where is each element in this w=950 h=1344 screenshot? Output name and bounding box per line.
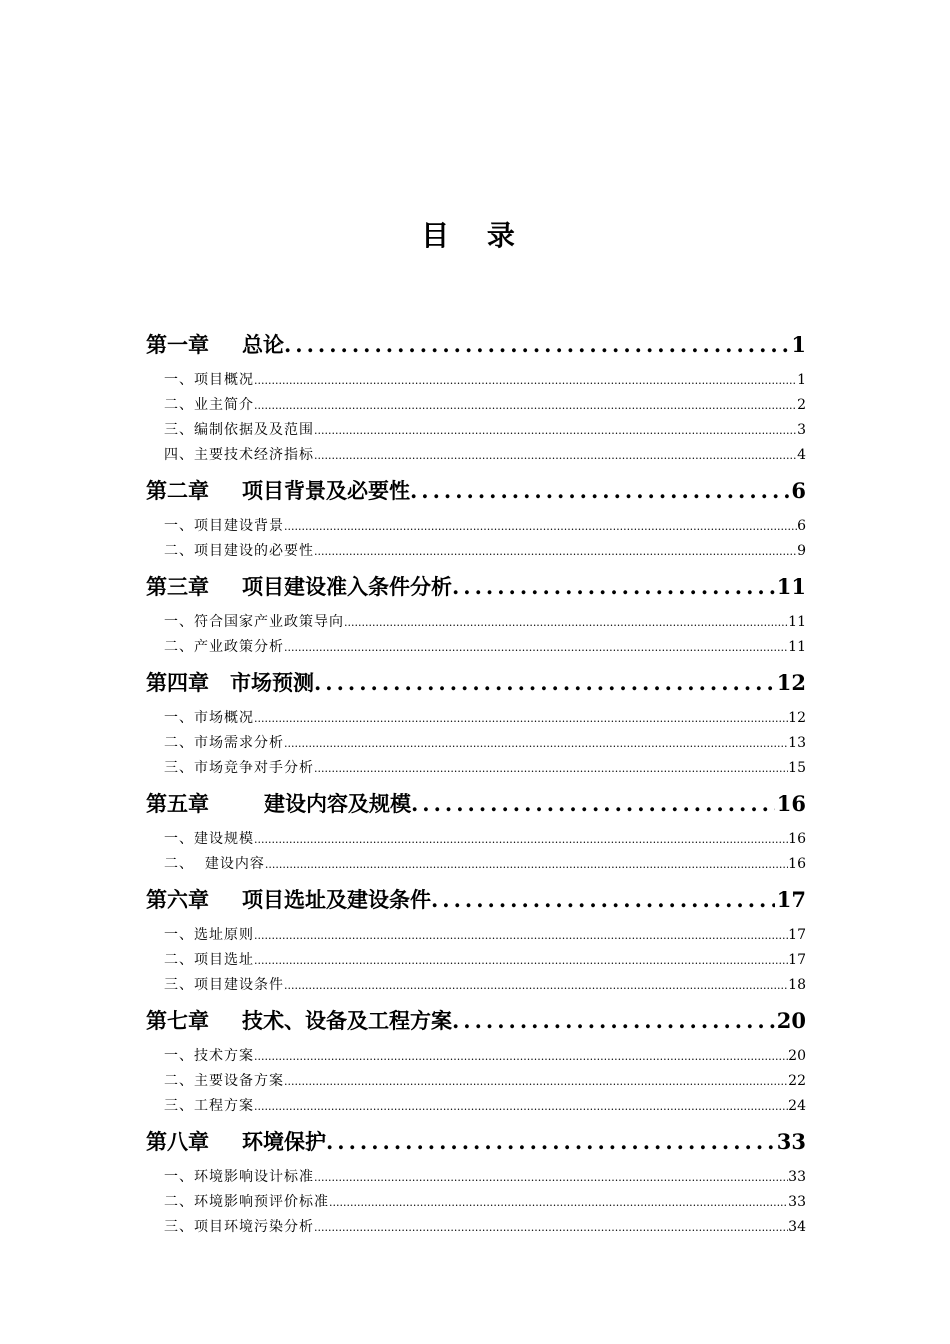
section-label: 一、技术方案	[164, 1048, 254, 1064]
toc-section-entry[interactable]	[146, 368, 806, 393]
section-page-number: 22	[788, 1073, 806, 1089]
leader-dots	[284, 1069, 788, 1094]
leader-dots	[284, 332, 789, 357]
section-page-number: 11	[788, 614, 806, 630]
leader-dots	[314, 1165, 788, 1190]
toc-section-entry[interactable]	[146, 393, 806, 418]
toc-section-entry[interactable]	[146, 635, 806, 660]
section-label: 二、 建设内容	[164, 856, 265, 872]
chapter-number: 第八章	[146, 1129, 209, 1154]
chapter-number: 第三章	[146, 574, 209, 599]
section-label: 二、项目选址	[164, 952, 254, 968]
chapter-page-number: 11	[776, 573, 806, 599]
leader-dots	[284, 514, 797, 539]
section-page-number: 12	[788, 710, 806, 726]
chapter-heading	[146, 788, 411, 818]
section-label: 四、主要技术经济指标	[164, 447, 314, 463]
chapter-page-number: 20	[776, 1007, 806, 1033]
leader-dots	[254, 1044, 788, 1069]
section-label: 二、产业政策分析	[164, 639, 284, 655]
toc-section-entry[interactable]	[146, 756, 806, 781]
chapter-title: 项目建设准入条件分析	[242, 574, 452, 599]
chapter-page-number: 33	[776, 1128, 806, 1154]
toc-title: 目 录	[421, 219, 529, 252]
chapter-title: 环境保护	[242, 1129, 326, 1154]
toc-section-entry[interactable]	[146, 731, 806, 756]
section-label: 二、环境影响预评价标准	[164, 1194, 329, 1210]
section-page-number: 33	[788, 1169, 806, 1185]
chapter-heading	[146, 475, 410, 505]
chapter-heading	[146, 571, 452, 601]
toc-section-entry[interactable]	[146, 539, 806, 564]
leader-dots	[254, 393, 797, 418]
toc-section-entry[interactable]	[146, 1069, 806, 1094]
section-page-number: 34	[788, 1219, 806, 1235]
leader-dots	[284, 731, 788, 756]
leader-dots	[411, 791, 775, 816]
chapter-heading	[146, 329, 284, 359]
chapter-page-number: 12	[776, 669, 806, 695]
section-page-number: 16	[788, 856, 806, 872]
leader-dots	[284, 635, 788, 660]
section-page-number: 24	[788, 1098, 806, 1114]
section-page-number: 6	[797, 518, 806, 534]
leader-dots	[314, 1215, 788, 1240]
leader-dots	[265, 852, 788, 877]
toc-section-entry[interactable]	[146, 923, 806, 948]
toc-section-entry[interactable]	[146, 1190, 806, 1215]
chapter-page-number: 17	[776, 886, 806, 912]
chapter-number: 第四章	[146, 670, 209, 695]
section-label: 三、项目环境污染分析	[164, 1219, 314, 1235]
leader-dots	[314, 539, 797, 564]
leader-dots	[314, 756, 788, 781]
chapter-page-number: 6	[791, 477, 806, 503]
section-label: 一、建设规模	[164, 831, 254, 847]
toc-section-entry[interactable]	[146, 706, 806, 731]
chapter-title: 市场预测	[230, 670, 314, 695]
toc-chapter-entry[interactable]	[146, 881, 806, 917]
section-page-number: 9	[797, 543, 806, 559]
section-label: 一、符合国家产业政策导向	[164, 614, 344, 630]
section-label: 二、市场需求分析	[164, 735, 284, 751]
leader-dots	[314, 443, 797, 468]
section-page-number: 20	[788, 1048, 806, 1064]
section-page-number: 1	[797, 372, 806, 388]
section-label: 二、业主简介	[164, 397, 254, 413]
section-page-number: 2	[797, 397, 806, 413]
leader-dots	[410, 478, 789, 503]
chapter-heading	[146, 667, 314, 697]
toc-section-entry[interactable]	[146, 1094, 806, 1119]
toc-section-entry[interactable]	[146, 418, 806, 443]
chapter-number: 第一章	[146, 332, 209, 357]
toc-chapter-entry[interactable]	[146, 785, 806, 821]
leader-dots	[344, 610, 788, 635]
section-label: 三、市场竞争对手分析	[164, 760, 314, 776]
section-page-number: 33	[788, 1194, 806, 1210]
section-page-number: 4	[797, 447, 806, 463]
section-label: 一、环境影响设计标准	[164, 1169, 314, 1185]
section-label: 三、编制依据及及范围	[164, 422, 314, 438]
toc-section-entry[interactable]	[146, 1165, 806, 1190]
leader-dots	[254, 368, 797, 393]
section-label: 一、项目概况	[164, 372, 254, 388]
toc-section-entry[interactable]	[146, 443, 806, 468]
section-page-number: 13	[788, 735, 806, 751]
chapter-heading	[146, 1005, 452, 1035]
toc-chapter-entry[interactable]	[146, 472, 806, 508]
section-label: 一、选址原则	[164, 927, 254, 943]
leader-dots	[254, 923, 788, 948]
section-label: 三、工程方案	[164, 1098, 254, 1114]
section-page-number: 17	[788, 952, 806, 968]
leader-dots	[254, 1094, 788, 1119]
section-label: 一、项目建设背景	[164, 518, 284, 534]
section-page-number: 11	[788, 639, 806, 655]
leader-dots	[431, 887, 775, 912]
leader-dots	[314, 670, 775, 695]
chapter-heading	[146, 1126, 326, 1156]
leader-dots	[326, 1129, 775, 1154]
chapter-number: 第七章	[146, 1008, 209, 1033]
toc-chapter-entry[interactable]	[146, 664, 806, 700]
section-page-number: 3	[797, 422, 806, 438]
toc-chapter-entry[interactable]	[146, 1002, 806, 1038]
toc-section-entry[interactable]	[146, 1044, 806, 1069]
section-page-number: 17	[788, 927, 806, 943]
leader-dots	[254, 827, 788, 852]
chapter-number: 第二章	[146, 478, 209, 503]
leader-dots	[284, 973, 788, 998]
section-label: 二、项目建设的必要性	[164, 543, 314, 559]
chapter-title: 项目背景及必要性	[242, 478, 410, 503]
chapter-number: 第五章	[146, 791, 209, 816]
leader-dots	[329, 1190, 788, 1215]
chapter-number: 第六章	[146, 887, 209, 912]
toc-section-entry[interactable]	[146, 973, 806, 998]
chapter-page-number: 1	[791, 331, 806, 357]
section-page-number: 15	[788, 760, 806, 776]
chapter-title: 技术、设备及工程方案	[242, 1008, 452, 1033]
section-page-number: 16	[788, 831, 806, 847]
leader-dots	[254, 706, 788, 731]
chapter-title: 项目选址及建设条件	[242, 887, 431, 912]
toc-section-entry[interactable]	[146, 852, 806, 877]
toc-section-entry[interactable]	[146, 827, 806, 852]
section-label: 二、主要设备方案	[164, 1073, 284, 1089]
toc-chapter-entry[interactable]	[146, 1123, 806, 1159]
toc-section-entry[interactable]	[146, 948, 806, 973]
toc-section-entry[interactable]	[146, 1215, 806, 1240]
section-label: 一、市场概况	[164, 710, 254, 726]
leader-dots	[452, 574, 775, 599]
toc-chapter-entry[interactable]	[146, 568, 806, 604]
chapter-page-number: 16	[776, 790, 806, 816]
toc-section-entry[interactable]	[146, 610, 806, 635]
leader-dots	[314, 418, 797, 443]
toc-chapter-entry[interactable]	[146, 326, 806, 362]
section-label: 三、项目建设条件	[164, 977, 284, 993]
leader-dots	[452, 1008, 775, 1033]
leader-dots	[254, 948, 788, 973]
chapter-title: 总论	[242, 332, 284, 357]
toc-section-entry[interactable]	[146, 514, 806, 539]
table-of-contents	[146, 322, 806, 1240]
section-page-number: 18	[788, 977, 806, 993]
chapter-title: 建设内容及规模	[264, 791, 411, 816]
chapter-heading	[146, 884, 431, 914]
